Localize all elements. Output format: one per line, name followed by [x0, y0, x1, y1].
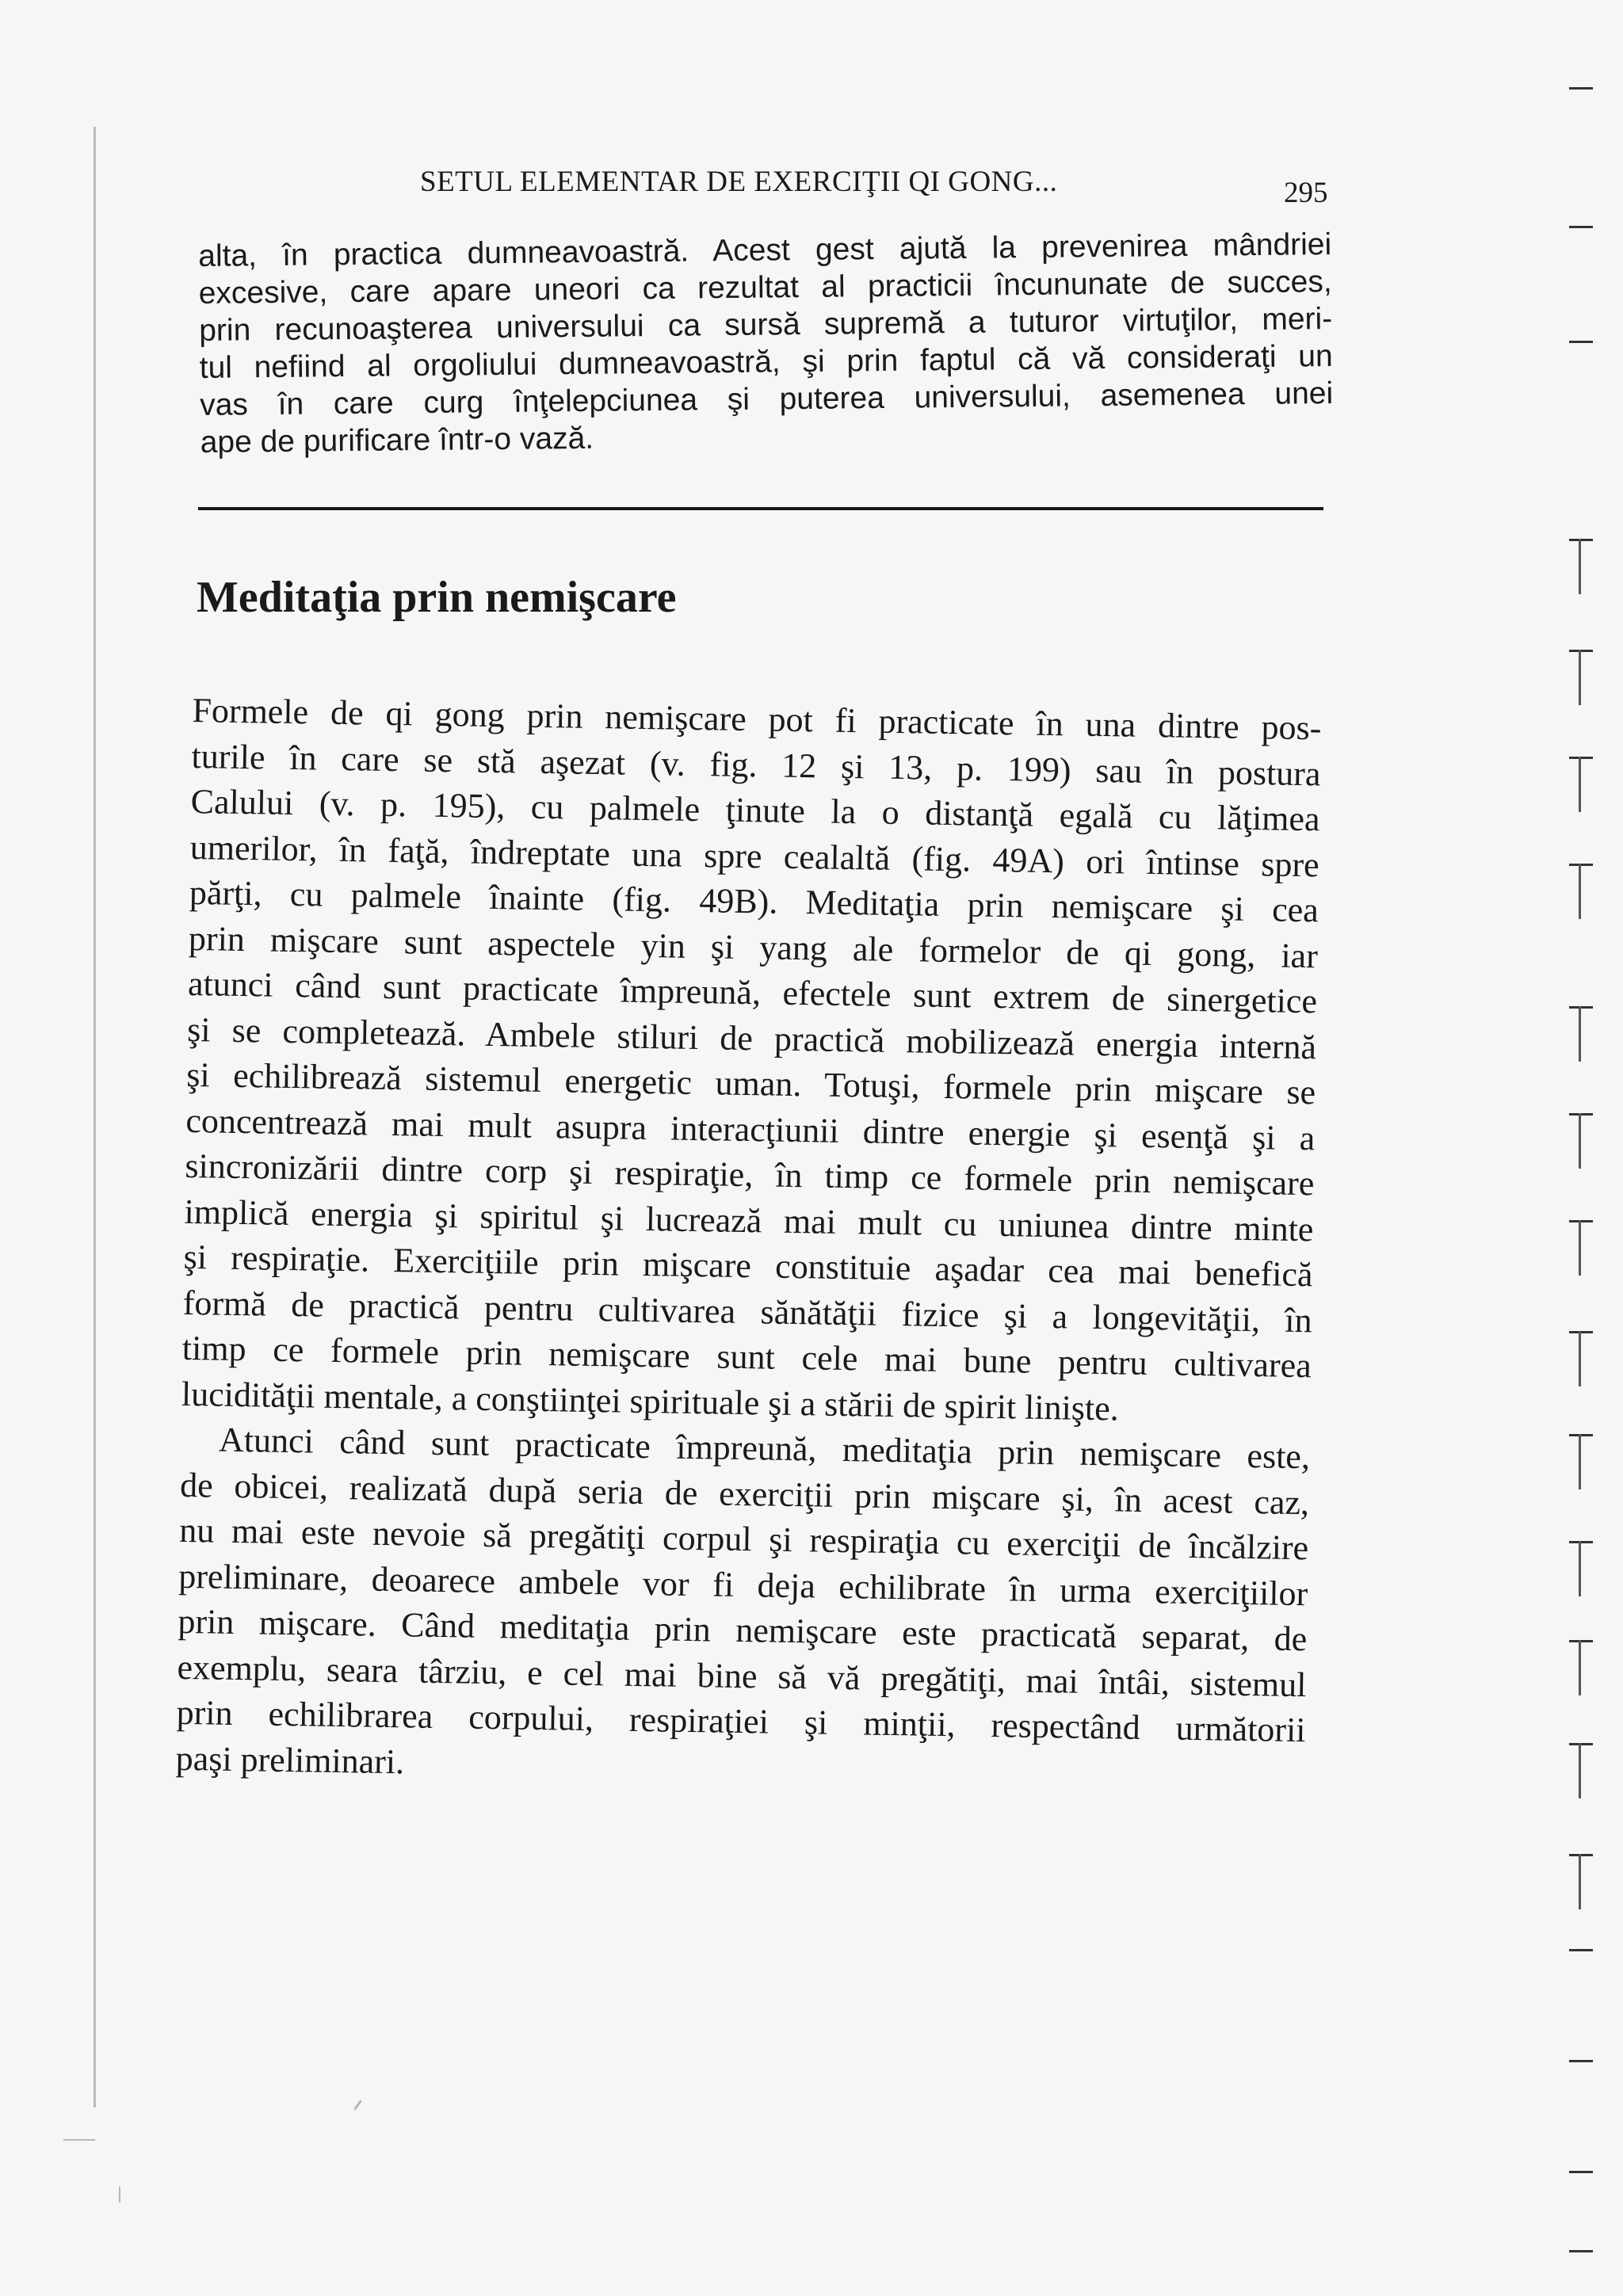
- paragraph-line: Formele de qi gong prin nemişcare pot fi practicate în una dintre pos-: [192, 690, 1322, 748]
- page-number: 295: [1284, 177, 1328, 209]
- edge-tick-mark: [1569, 1854, 1593, 1856]
- paragraph-line: timp ce formele prin nemişcare sunt cele mai bune pentru cultivarea: [181, 1328, 1312, 1386]
- edge-tick-mark: [1569, 1220, 1593, 1222]
- edge-tick-mark: [1569, 864, 1593, 866]
- paragraph-line: părţi, cu palmele înainte (fig. 49B). Meditaţia prin nemişcare şi cea: [189, 872, 1319, 930]
- paragraph-line: lucidităţii mentale, a conştiinţei spirituale şi a stării de spirit linişte.: [181, 1374, 1120, 1428]
- scan-speck: [119, 2187, 120, 2203]
- edge-tick-mark: [1569, 1331, 1593, 1333]
- paragraph-line: turile în care se stă aşezat (v. fig. 12 şi 13, p. 199) sau în postura: [191, 736, 1321, 793]
- paragraph-line: implică energia şi spiritul şi lucrează mai mult cu uniunea dintre minte: [184, 1192, 1314, 1249]
- edge-tick-mark: [1569, 1541, 1593, 1543]
- scan-edge-line: [94, 127, 96, 2107]
- edge-stem-mark: [1579, 539, 1581, 594]
- edge-tick-mark: [1569, 539, 1593, 541]
- edge-stem-mark: [1579, 1331, 1581, 1386]
- paragraph-line: concentrează mai mult asupra interacţiunii dintre energie şi esenţă şi a: [185, 1100, 1316, 1158]
- paragraph-line: preliminare, deoarece ambele vor fi deja echilibrate în urma exerciţiilor: [178, 1556, 1308, 1613]
- edge-tick-mark: [1569, 2060, 1593, 2062]
- edge-stem-mark: [1579, 864, 1581, 919]
- scan-right-edge-artifacts: [1552, 32, 1615, 2266]
- paragraph-line: şi echilibrează sistemul energetic uman. Totuşi, formele prin mişcare se: [185, 1055, 1316, 1112]
- sidebar-line: ape de purificare într-o vază.: [200, 421, 594, 460]
- sidebar-line: alta, în practica dumneavoastră. Acest gest ajută la prevenirea mândriei: [198, 227, 1332, 273]
- edge-stem-mark: [1579, 1434, 1581, 1489]
- edge-tick-mark: [1569, 1743, 1593, 1745]
- paragraph-line: formă de practică pentru cultivarea sănătăţii fizice şi a longevităţii, în: [182, 1283, 1313, 1340]
- edge-stem-mark: [1579, 1113, 1581, 1169]
- paragraph-line: umerilor, în faţă, îndreptate una spre cealaltă (fig. 49A) ori întinse spre: [189, 827, 1320, 884]
- paragraph-line: prin mişcare sunt aspectele yin şi yang ale formelor de qi gong, iar: [188, 918, 1319, 975]
- sidebar-line: excesive, care apare uneori ca rezultat al practicii încununate de succes,: [198, 265, 1332, 311]
- paragraph-line: sincronizării dintre corp şi respiraţie, în timp ce formele prin nemişcare: [185, 1146, 1315, 1203]
- edge-stem-mark: [1579, 1743, 1581, 1798]
- paragraph-line: de obicei, realizată după seria de exerciţii prin mişcare şi, în acest caz,: [179, 1465, 1310, 1522]
- paragraph-line: şi respiraţie. Exerciţiile prin mişcare constituie aşadar cea mai benefică: [183, 1237, 1313, 1295]
- sidebar-line: vas în care curg înţelepciunea şi puterea universului, asemenea unei: [199, 376, 1334, 422]
- edge-tick-mark: [1569, 1006, 1593, 1009]
- scan-speck: [63, 2139, 95, 2141]
- sidebar-divider: [198, 507, 1323, 510]
- paragraph-line: Calului (v. p. 195), cu palmele ţinute la o distanţă egală cu lăţimea: [190, 781, 1320, 839]
- paragraph-line: paşi preliminari.: [175, 1738, 405, 1781]
- edge-tick-mark: [1569, 2250, 1593, 2252]
- edge-stem-mark: [1579, 650, 1581, 705]
- running-header: [0, 165, 1623, 212]
- edge-stem-mark: [1579, 1640, 1581, 1695]
- edge-stem-mark: [1579, 1220, 1581, 1276]
- edge-tick-mark: [1569, 226, 1593, 228]
- paragraph-line: nu mai este nevoie să pregătiţi corpul şi respiraţia cu exerciţii de încălzire: [178, 1510, 1309, 1568]
- paragraph-line: exemplu, seara târziu, e cel mai bine să vă pregătiţi, mai întâi, sistemul: [177, 1647, 1307, 1704]
- edge-tick-mark: [1569, 1640, 1593, 1642]
- edge-stem-mark: [1579, 1006, 1581, 1062]
- scan-speck: [353, 2100, 361, 2110]
- paragraph-line: şi se completează. Ambele stiluri de practică mobilizează energia internă: [186, 1009, 1317, 1066]
- edge-tick-mark: [1569, 87, 1593, 90]
- edge-tick-mark: [1569, 2171, 1593, 2173]
- edge-tick-mark: [1569, 1113, 1593, 1116]
- paragraph-line: Atunci când sunt practicate împreună, meditaţia prin nemişcare este,: [218, 1420, 1311, 1477]
- edge-tick-mark: [1569, 757, 1593, 759]
- paragraph-line: prin mişcare. Când meditaţia prin nemişcare este practicată separat, de: [178, 1601, 1308, 1659]
- edge-stem-mark: [1579, 1854, 1581, 1909]
- edge-tick-mark: [1569, 341, 1593, 343]
- paragraph-line: prin echilibrarea corpului, respiraţiei şi minţii, respectând următorii: [176, 1692, 1306, 1750]
- paragraph-line: atunci când sunt practicate împreună, efectele sunt extrem de sinergetice: [187, 963, 1318, 1021]
- sidebar-text-block: [198, 226, 1334, 461]
- running-title: SETUL ELEMENTAR DE EXERCIŢII QI GONG...: [420, 166, 1058, 198]
- edge-tick-mark: [1569, 1949, 1593, 1951]
- edge-stem-mark: [1579, 757, 1581, 812]
- section-heading: Meditaţia prin nemişcare: [197, 573, 677, 622]
- edge-tick-mark: [1569, 1434, 1593, 1436]
- sidebar-line: tul nefiind al orgoliului dumneavoastră, şi prin faptul că vă consideraţi un: [199, 339, 1333, 385]
- body-text: [175, 688, 1322, 1798]
- edge-stem-mark: [1579, 1541, 1581, 1596]
- edge-tick-mark: [1569, 650, 1593, 652]
- sidebar-line: prin recunoaşterea universului ca sursă supremă a tuturor virtuţilor, meri-: [199, 302, 1333, 348]
